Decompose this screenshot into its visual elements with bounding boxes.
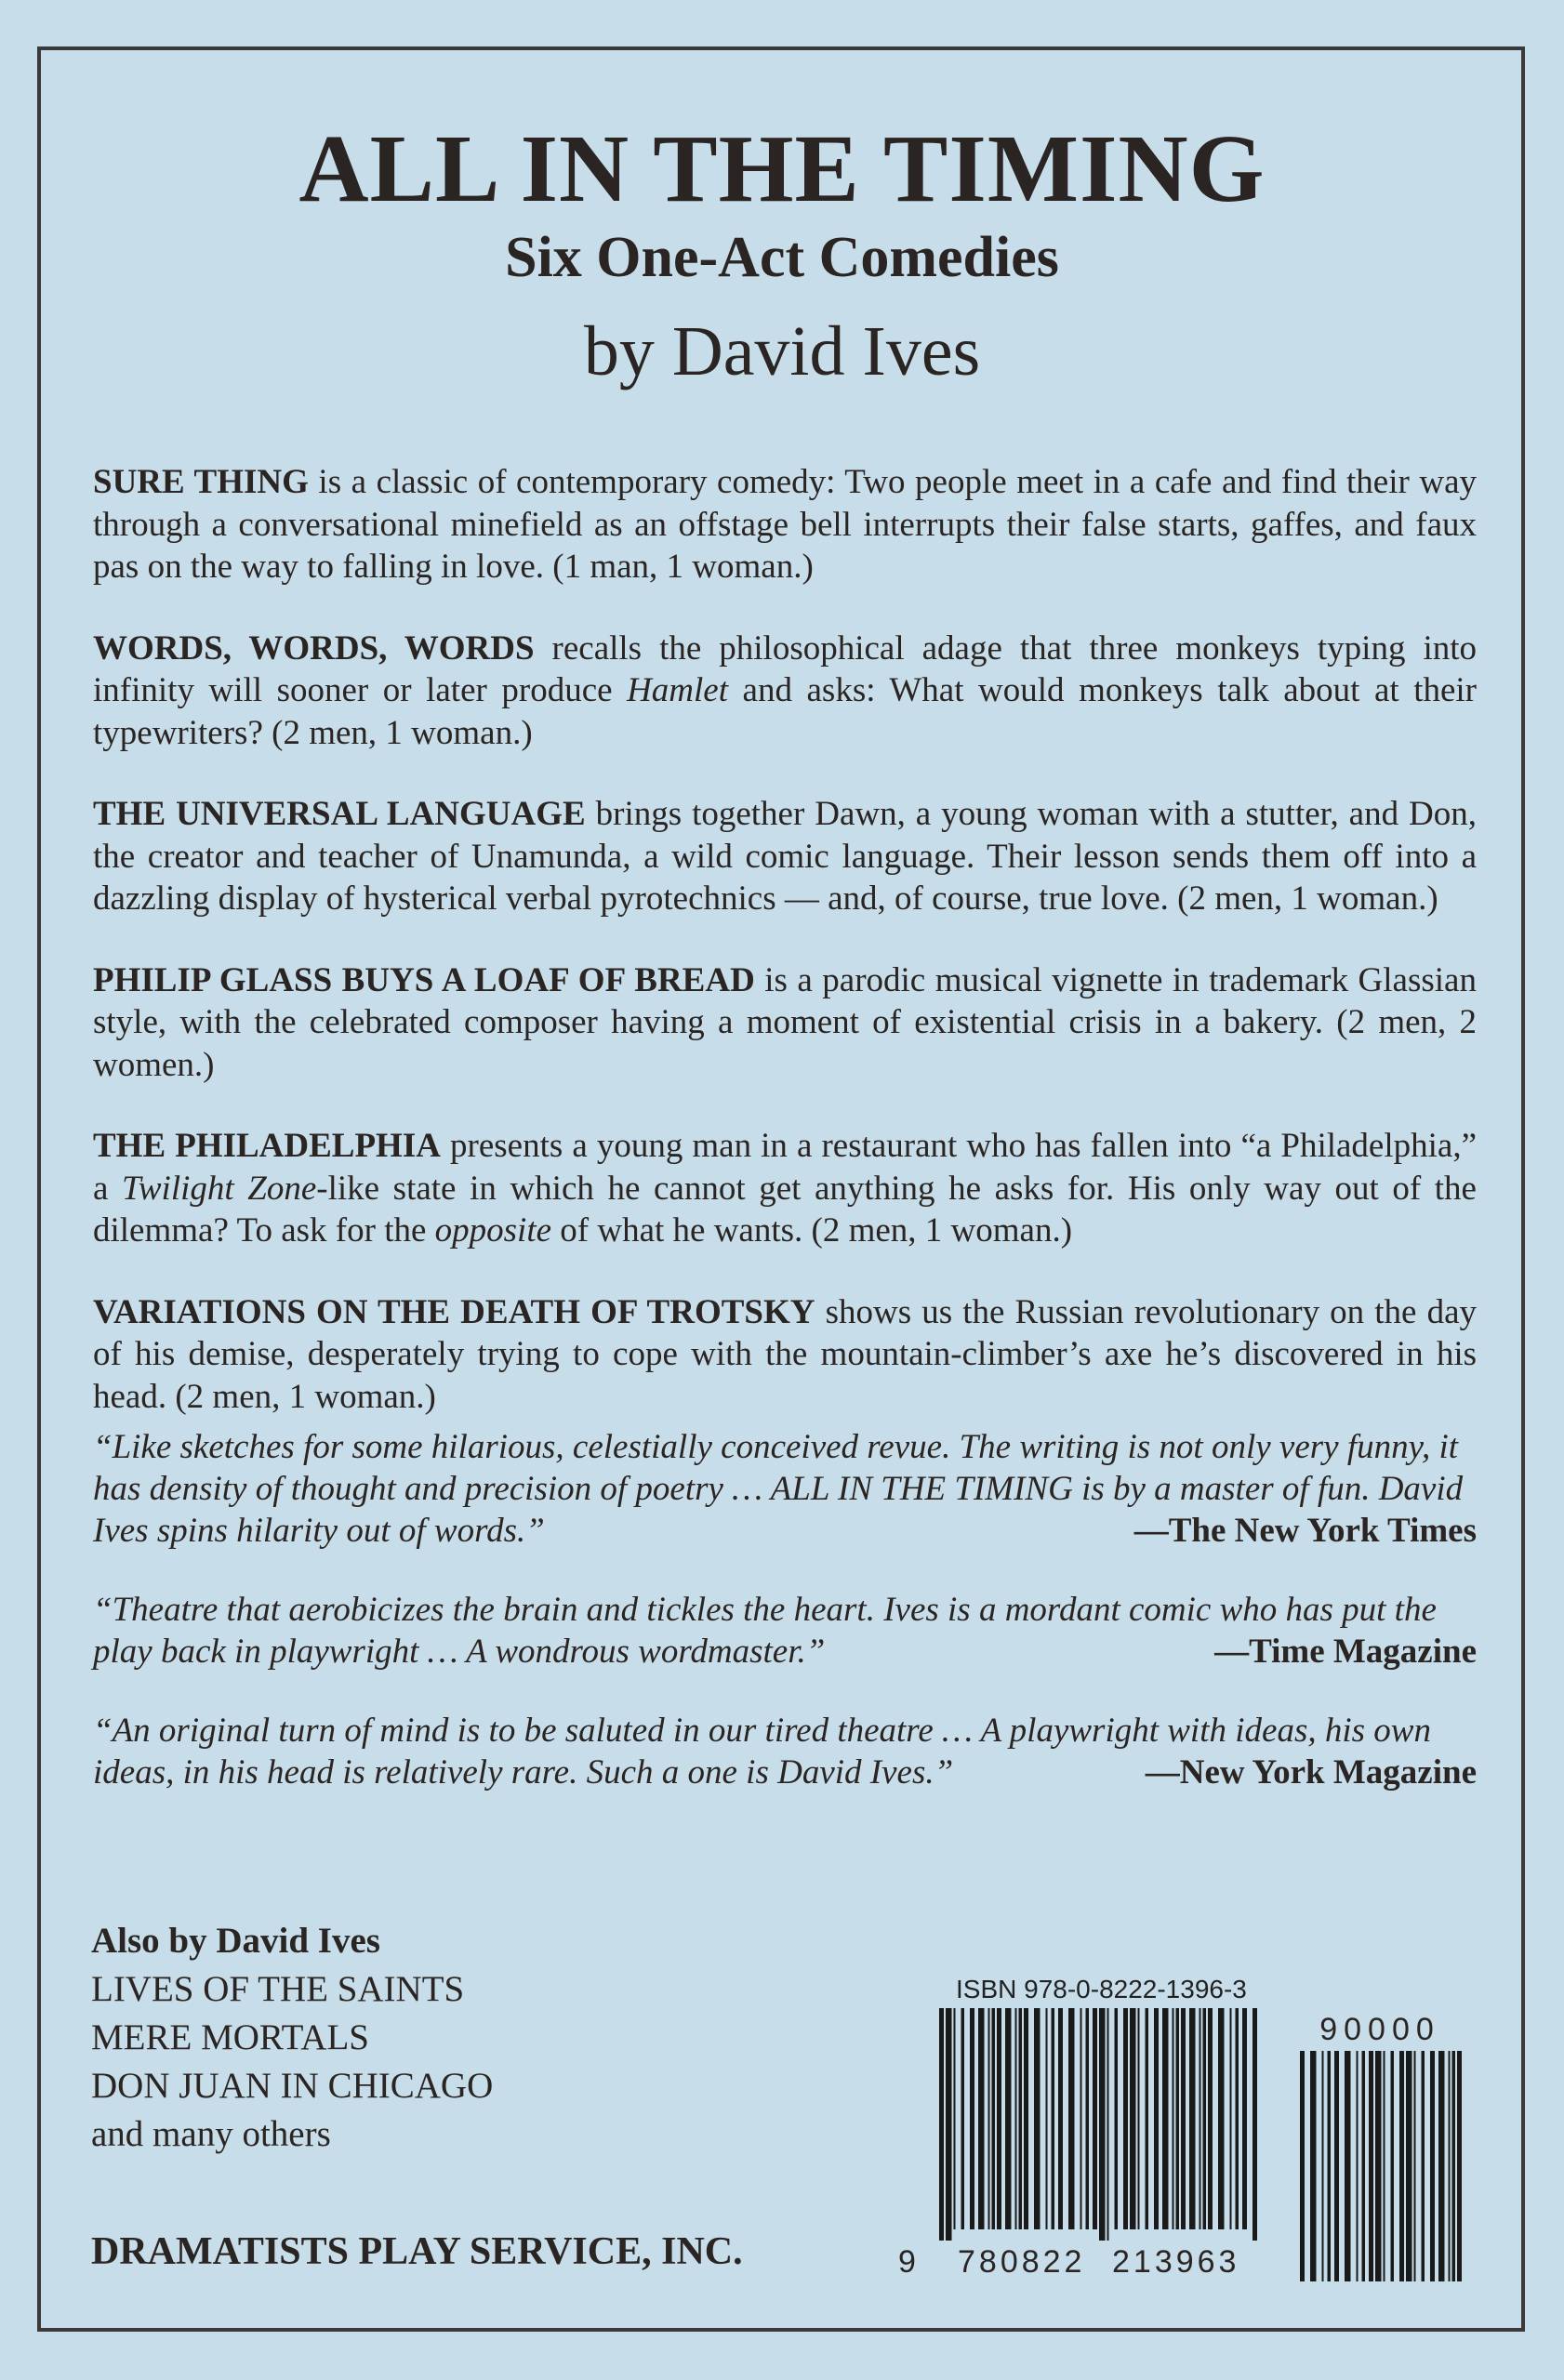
quote-text: “Like sketches for some hilarious, celestially conceived revue. The writing is not only very funny, it has density of thought and precision of poetry … ALL IN THE TIMING is by a master of fun. David Ives spins hilarity out of words.” <box>93 1428 1464 1550</box>
play-title: VARIATIONS ON THE DEATH OF TROTSKY <box>93 1292 815 1331</box>
play-description-italic: Hamlet <box>627 671 729 709</box>
barcode-bar <box>961 2008 965 2229</box>
barcode-icon <box>937 2008 1257 2241</box>
barcode-bar <box>992 2008 996 2229</box>
barcode-bar <box>1310 2051 1317 2281</box>
barcode-bar <box>1086 2008 1090 2229</box>
barcode-bar <box>1176 2008 1180 2229</box>
barcode-bar <box>1452 2051 1456 2281</box>
barcode-bar <box>1357 2051 1359 2281</box>
review-quote <box>93 1589 1477 1673</box>
barcode-bar <box>1146 2008 1149 2229</box>
quote-text: “Theatre that aerobicizes the brain and tickles the heart. Ives is a mordant comic who has put the play back in playwright … A wondrous wordmaster.” <box>93 1591 1437 1671</box>
barcode-bar <box>1181 2008 1186 2229</box>
play-description: and asks: What would monkeys talk about at their typewriters? (2 men, 1 woman.) <box>93 671 1478 752</box>
quote-source: —Time Magazine <box>1214 1633 1477 1671</box>
book-subtitle: Six One-Act Comedies <box>505 226 1059 289</box>
play-title: THE PHILADELPHIA <box>93 1127 441 1165</box>
barcode-bar <box>1115 2008 1119 2229</box>
also-by-author <box>91 1917 493 2159</box>
review-quote <box>93 1710 1477 1793</box>
barcode-addon-number: 90000 <box>1319 2012 1440 2047</box>
barcode-bar <box>1422 2051 1425 2281</box>
publisher-name: DRAMATISTS PLAY SERVICE, INC. <box>91 2230 743 2273</box>
book-list-item: DON JUAN IN CHICAGO <box>91 2066 494 2106</box>
barcode-bar <box>1046 2008 1048 2229</box>
play-description: brings together Dawn, a young woman with a stutter, and Don, the creator and teacher of Unamunda, a wild comic language. Their lesson sends them off into a dazzling display of hysterical verbal pyrotechnics — and, of course, true love. (2 men, 1 woman.) <box>93 795 1477 918</box>
barcode-bar <box>988 2008 990 2229</box>
barcode-bar <box>1173 2008 1174 2229</box>
barcode-bar <box>1253 2008 1257 2241</box>
play-description: shows us the Russian revolutionary on the day of his demise, desperately trying to cope with the mountain-climber’s axe he’s discovered in his head. (2 men, 1 woman.) <box>93 1292 1478 1416</box>
barcode-bar <box>978 2008 985 2229</box>
barcode-bar <box>1414 2051 1416 2281</box>
barcode-bar <box>1203 2008 1207 2229</box>
barcode-bar <box>1449 2051 1451 2281</box>
quote-text: “An original turn of mind is to be saluted in our tired theatre … A playwright with ideas, his own ideas, in his head is relatively rare. Such a one is David Ives.” <box>93 1712 1431 1792</box>
barcode-bar <box>1208 2008 1213 2229</box>
barcode-bar <box>954 2008 956 2229</box>
barcode-bar <box>1107 2008 1109 2241</box>
barcode-bar <box>1438 2051 1445 2281</box>
quote-source: —New York Magazine <box>1145 1753 1477 1792</box>
barcode-bar <box>1362 2051 1366 2281</box>
barcode-bar <box>1300 2051 1305 2281</box>
barcode-bar <box>1162 2008 1169 2229</box>
barcode-bar <box>1068 2008 1075 2229</box>
barcode-bar <box>1384 2051 1385 2281</box>
play-description: of what he wants. (2 men, 1 woman.) <box>551 1211 1073 1250</box>
barcode-bar <box>939 2008 944 2241</box>
book-list-item: LIVES OF THE SAINTS <box>91 1969 465 2009</box>
barcode-bar <box>1345 2051 1351 2281</box>
barcode-addon-icon <box>1298 2051 1462 2293</box>
play-description: is a classic of contemporary comedy: Two people meet in a cafe and find their way through a conversational minefield as an offstage bell interrupts their false starts, gaffes, and faux pas on the way to falling in love. (1 man, 1 woman.) <box>93 463 1477 586</box>
play-description: recalls the philosophical adage that three monkeys typing into infinity will sooner or later produce <box>93 628 1477 709</box>
barcode-bar <box>1138 2008 1140 2229</box>
barcode-bar <box>1200 2008 1201 2229</box>
barcode-digit-first: 9 <box>898 2244 920 2280</box>
play-title: PHILIP GLASS BUYS A LOAF OF BREAD <box>93 960 755 999</box>
barcode-bar <box>1052 2008 1055 2229</box>
quote-source: —The New York Times <box>1133 1512 1477 1550</box>
review-quotes <box>93 1426 1477 1831</box>
play-sure-thing <box>93 461 1477 588</box>
book-author: by David Ives <box>583 312 981 390</box>
barcode-bar <box>1099 2008 1106 2241</box>
barcode-bar <box>1391 2051 1395 2281</box>
barcode-bar <box>1230 2008 1232 2229</box>
barcode-bar <box>1399 2051 1404 2281</box>
also-heading: Also by David Ives <box>91 1921 380 1961</box>
barcode-bar <box>1130 2008 1136 2229</box>
barcode-bar <box>1123 2008 1128 2229</box>
barcode-bar <box>1328 2051 1332 2281</box>
barcode-bar <box>1218 2008 1225 2229</box>
barcode-bar <box>997 2008 1001 2229</box>
barcode-bar <box>1080 2008 1082 2229</box>
barcode-digits-right: 213963 <box>1112 2244 1240 2280</box>
barcode-bar <box>1005 2008 1012 2229</box>
barcode-bar <box>1406 2051 1412 2281</box>
barcode-bar <box>970 2008 974 2229</box>
barcode-bar <box>1189 2008 1196 2229</box>
barcode-bar <box>1015 2008 1017 2229</box>
barcode-bar <box>1058 2008 1063 2229</box>
play-description: -like state in which he cannot get anything he asks for. His only way out of the dilemma? To ask for the <box>93 1169 1477 1250</box>
barcode-bar <box>1375 2051 1382 2281</box>
play-trotsky <box>93 1291 1477 1419</box>
barcode-bar <box>1369 2051 1373 2281</box>
play-philadelphia <box>93 1125 1477 1252</box>
play-words-words-words <box>93 628 1477 755</box>
play-description: presents a young man in a restaurant who has fallen into “a Philadelphia,” a <box>93 1127 1477 1208</box>
isbn-label: ISBN 978-0-8222-1396-3 <box>956 1975 1247 2003</box>
barcode-bar <box>1457 2051 1462 2281</box>
play-description-italic: Twilight Zone <box>122 1169 317 1208</box>
play-title: THE UNIVERSAL LANGUAGE <box>93 795 586 833</box>
play-philip-glass <box>93 959 1477 1087</box>
barcode-bar <box>1242 2008 1247 2229</box>
play-universal-language <box>93 793 1477 920</box>
barcode-bar <box>1430 2051 1435 2281</box>
book-title: ALL IN THE TIMING <box>298 115 1266 222</box>
play-title: WORDS, WORDS, WORDS <box>93 628 535 668</box>
barcode-bar <box>1034 2008 1040 2229</box>
book-list-item: MERE MORTALS <box>91 2017 369 2057</box>
barcode-bar <box>1024 2008 1028 2229</box>
barcode-bar <box>1019 2008 1023 2229</box>
book-list-more: and many others <box>91 2114 331 2154</box>
play-title: SURE THING <box>93 463 309 501</box>
barcode-digits-left: 780822 <box>958 2244 1086 2280</box>
barcode-bar <box>946 2008 952 2241</box>
play-descriptions <box>93 461 1477 1457</box>
barcode-bar <box>1154 2008 1159 2229</box>
barcode-bar <box>1334 2051 1339 2281</box>
play-description: is a parodic musical vignette in trademark Glassian style, with the celebrated composer having a moment of existential crisis in a bakery. (2 men, 2 women.) <box>93 960 1477 1084</box>
play-description-italic: opposite <box>434 1211 552 1250</box>
barcode-bar <box>1093 2008 1097 2229</box>
barcode-bar <box>1322 2051 1324 2281</box>
review-quote <box>93 1426 1477 1552</box>
barcode-bar <box>1236 2008 1239 2229</box>
